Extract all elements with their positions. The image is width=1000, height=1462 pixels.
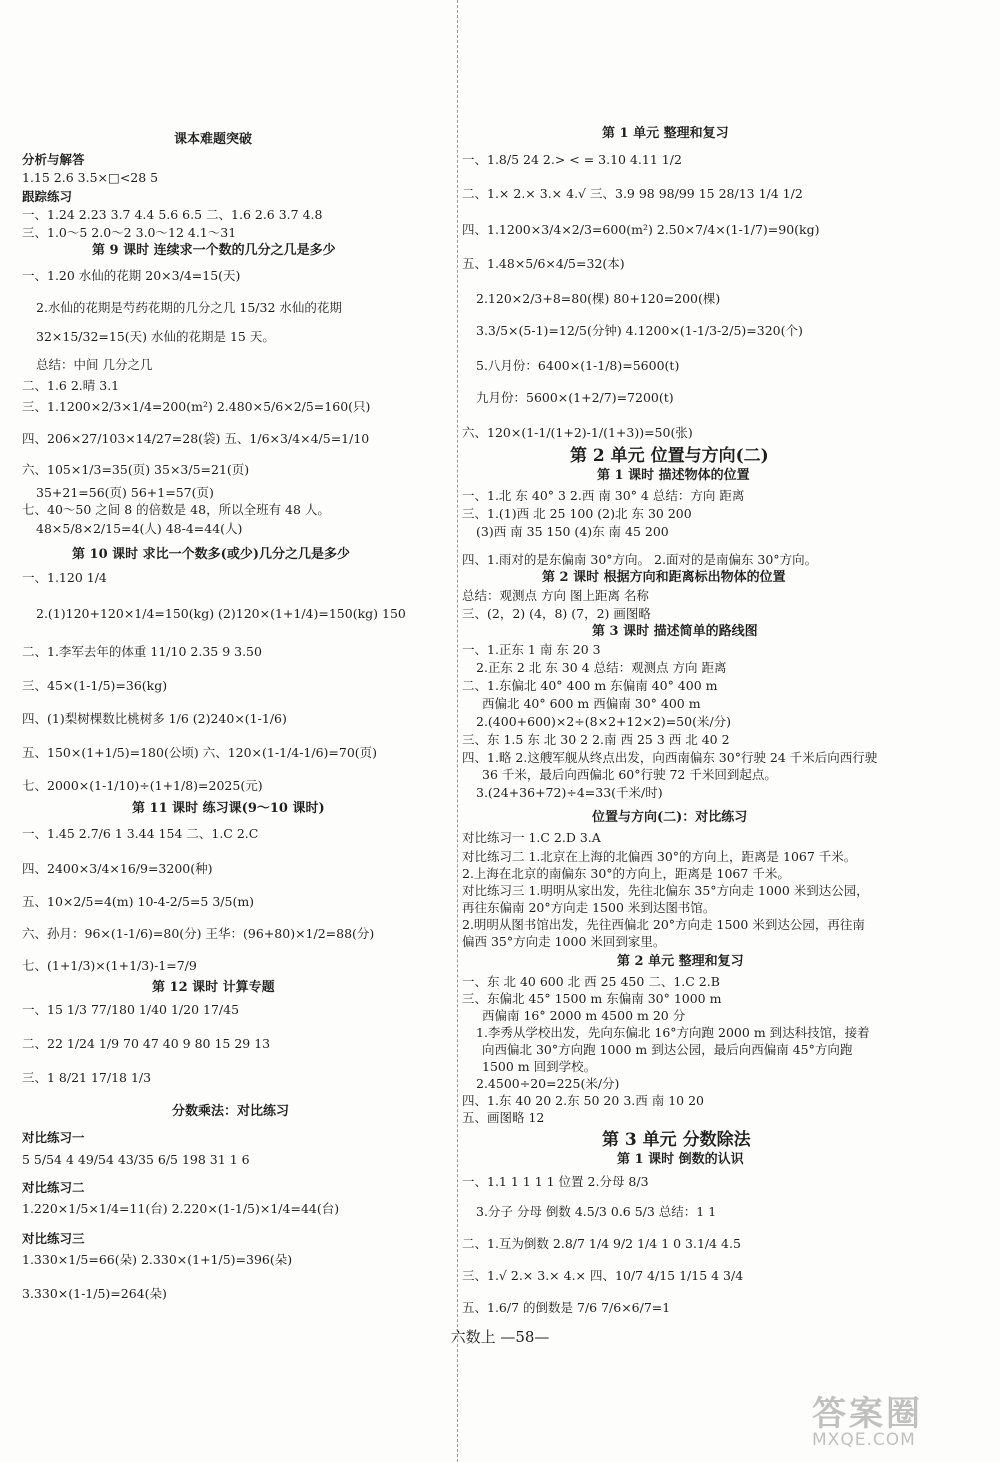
answer-line: 2.120×2/3+8=80(棵) 80+120=200(棵) xyxy=(476,291,721,306)
answer-line: 四、1.雨对的是东偏南 30°方向。 2.面对的是南偏东 30°方向。 xyxy=(462,552,818,567)
lesson-heading: 第 10 课时 求比一个数多(或少)几分之几是多少 xyxy=(72,547,350,562)
answer-line: 总结：中间 几分之几 xyxy=(36,357,153,372)
answer-line: 向西偏北 30°方向跑 1000 m 到达公园，最后向西偏南 45°方向跑 xyxy=(482,1042,853,1057)
lesson-heading: 第 11 课时 练习课(9～10 课时) xyxy=(132,801,325,816)
answer-line: 五、1.48×5/6×4/5=32(本) xyxy=(462,256,625,271)
answer-line: 西偏南 16° 2000 m 4500 m 20 分 xyxy=(482,1008,686,1023)
answer-line: 三、东 1.5 东 北 30 2 2.南 西 25 3 西 北 40 2 xyxy=(462,732,730,747)
answer-line: 六、120×(1-1/(1+2)-1/(1+3))=50(张) xyxy=(462,425,693,440)
answer-line: 3.330×(1-1/5)=264(朵) xyxy=(22,1286,167,1301)
lesson-heading: 第 12 课时 计算专题 xyxy=(152,980,275,995)
answer-line: 一、东 北 40 600 北 西 25 450 二、1.C 2.B xyxy=(462,974,720,989)
answer-line: 5 5/54 4 49/54 43/35 6/5 198 31 1 6 xyxy=(22,1152,250,1167)
column-divider xyxy=(457,0,458,1462)
answer-line: 三、1 8/21 17/18 1/3 xyxy=(22,1070,152,1085)
subheading: 分析与解答 xyxy=(22,152,85,167)
section-heading: 课本难题突破 xyxy=(174,132,253,147)
answer-line: 偏西 35°方向走 1000 米回到家里。 xyxy=(462,934,666,949)
lesson-heading: 第 9 课时 连续求一个数的几分之几是多少 xyxy=(92,243,336,258)
subheading: 对比练习二 xyxy=(22,1180,85,1195)
answer-line: 一、1.20 水仙的花期 20×3/4=15(天) xyxy=(22,268,241,283)
answer-line: 2.水仙的花期是芍药花期的几分之几 15/32 水仙的花期 xyxy=(36,300,342,315)
answer-line: 1.李秀从学校出发，先向东偏北 16°方向跑 2000 m 到达科技馆，接着 xyxy=(476,1025,870,1040)
answer-line: 32×15/32=15(天) 水仙的花期是 15 天。 xyxy=(36,329,275,344)
answer-line: 五、画图略 12 xyxy=(462,1110,545,1125)
answer-line: (3)西 南 35 150 (4)东 南 45 200 xyxy=(476,524,669,539)
answer-line: 一、1.120 1/4 xyxy=(22,570,107,585)
answer-line: 一、1.45 2.7/6 1 3.44 154 二、1.C 2.C xyxy=(22,826,259,841)
answer-line: 五、10×2/5=4(m) 10-4-2/5=5 3/5(m) xyxy=(22,894,255,909)
section-heading: 位置与方向(二)：对比练习 xyxy=(592,810,748,825)
answer-line: 1500 m 回到学校。 xyxy=(482,1059,597,1074)
subheading: 跟踪练习 xyxy=(22,189,73,204)
answer-line: 一、1.1 1 1 1 1 位置 2.分母 8/3 xyxy=(462,1174,649,1189)
answer-line: 2.正东 2 北 东 30 4 总结：观测点 方向 距离 xyxy=(476,660,727,675)
answer-line: 三、1.1200×2/3×1/4=200(m²) 2.480×5/6×2/5=160(只) xyxy=(22,399,371,414)
answer-line: 二、1.6 2.晴 3.1 xyxy=(22,378,120,393)
answer-line: 四、206×27/103×14/27=28(袋) 五、1/6×3/4×4/5=1/10 xyxy=(22,431,370,446)
answer-line: 3.(24+36+72)÷4=33(千米/时) xyxy=(476,785,663,800)
answer-line: 三、1.√ 2.× 3.× 4.× 四、10/7 4/15 1/15 4 3/4 xyxy=(462,1268,744,1283)
lesson-heading: 第 1 课时 倒数的认识 xyxy=(617,1152,744,1167)
answer-line: 对比练习一 1.C 2.D 3.A xyxy=(462,830,601,845)
answer-line: 七、(1+1/3)×(1+1/3)-1=7/9 xyxy=(22,958,197,973)
answer-line: 二、1.× 2.× 3.× 4.√ 三、3.9 98 98/99 15 28/13 1/4 1/2 xyxy=(462,186,803,201)
subheading: 对比练习一 xyxy=(22,1130,85,1145)
answer-line: 五、1.6/7 的倒数是 7/6 7/6×6/7=1 xyxy=(462,1300,671,1315)
unit-heading: 第 3 单元 分数除法 xyxy=(602,1130,751,1150)
answer-line: 2.明明从图书馆出发，先往西偏北 20°方向走 1500 米到达公园，再往南 xyxy=(462,917,865,932)
answer-line: 七、2000×(1-1/10)÷(1+1/8)=2025(元) xyxy=(22,778,263,793)
answer-line: 对比练习二 1.北京在上海的北偏西 30°的方向上，距离是 1067 千米。 xyxy=(462,849,857,864)
answer-line: 三、(2，2) (4，8) (7，2) 画图略 xyxy=(462,606,651,621)
answer-line: 2.(1)120+120×1/4=150(kg) (2)120×(1+1/4)=150(kg) 150 xyxy=(36,606,406,621)
watermark-title: 答案圈 xyxy=(812,1394,923,1434)
answer-line: 三、1.0～5 2.0～2 3.0～12 4.1～31 xyxy=(22,225,237,240)
watermark-url: MXQE.COM xyxy=(812,1430,916,1450)
subheading: 对比练习三 xyxy=(22,1231,85,1246)
section-heading: 第 2 单元 整理和复习 xyxy=(617,954,744,969)
answer-line: 四、1.东 40 20 2.东 50 20 3.西 南 10 20 xyxy=(462,1093,704,1108)
answer-line: 四、1.1200×3/4×2/3=600(m²) 2.50×7/4×(1-1/7)=90(kg) xyxy=(462,222,820,237)
answer-line: 再往东偏南 20°方向走 1500 米到达图书馆。 xyxy=(462,900,716,915)
answer-line: 48×5/8×2/15=4(人) 48-4=44(人) xyxy=(36,521,243,536)
answer-line: 1.15 2.6 3.5×□<28 5 xyxy=(22,170,159,185)
answer-line: 三、45×(1-1/5)=36(kg) xyxy=(22,678,168,693)
lesson-heading: 第 1 课时 描述物体的位置 xyxy=(597,468,750,483)
answer-line: 四、1.略 2.这艘军舰从终点出发，向西南偏东 30°行驶 24 千米后向西行驶 xyxy=(462,750,878,765)
section-heading: 第 1 单元 整理和复习 xyxy=(602,126,729,141)
section-heading: 分数乘法：对比练习 xyxy=(172,1104,290,1119)
answer-line: 二、1.李军去年的体重 11/10 2.35 9 3.50 xyxy=(22,644,262,659)
answer-line: 西偏北 40° 600 m 西偏南 30° 400 m xyxy=(482,696,701,711)
answer-line: 3.3/5×(5-1)=12/5(分钟) 4.1200×(1-1/3-2/5)=320(个) xyxy=(476,323,803,338)
answer-line: 1.330×1/5=66(朵) 2.330×(1+1/5)=396(朵) xyxy=(22,1252,293,1267)
answer-line: 一、1.北 东 40° 3 2.西 南 30° 4 总结：方向 距离 xyxy=(462,488,745,503)
answer-line: 1.220×1/5×1/4=11(台) 2.220×(1-1/5)×1/4=44(台) xyxy=(22,1201,340,1216)
answer-line: 一、15 1/3 77/180 1/40 1/20 17/45 xyxy=(22,1002,240,1017)
answer-line: 二、22 1/24 1/9 70 47 40 9 80 15 29 13 xyxy=(22,1036,271,1051)
answer-line: 四、2400×3/4×16/9=3200(种) xyxy=(22,861,213,876)
answer-line: 5.八月份：6400×(1-1/8)=5600(t) xyxy=(476,358,680,373)
answer-line: 二、1.东偏北 40° 400 m 东偏南 40° 400 m xyxy=(462,678,718,693)
answer-line: 3.分子 分母 倒数 4.5/3 0.6 5/3 总结：1 1 xyxy=(476,1204,717,1219)
answer-line: 九月份：5600×(1+2/7)=7200(t) xyxy=(476,390,674,405)
answer-line: 四、(1)梨树棵数比桃树多 1/6 (2)240×(1-1/6) xyxy=(22,711,287,726)
unit-heading: 第 2 单元 位置与方向(二) xyxy=(570,446,769,466)
answer-line: 一、1.8/5 24 2.> < = 3.10 4.11 1/2 xyxy=(462,152,682,167)
lesson-heading: 第 2 课时 根据方向和距离标出物体的位置 xyxy=(542,570,786,585)
answer-line: 2.上海在北京的南偏东 30°的方向上，距离是 1067 千米。 xyxy=(462,866,790,881)
answer-line: 35+21=56(页) 56+1=57(页) xyxy=(36,485,214,500)
answer-line: 五、150×(1+1/5)=180(公顷) 六、120×(1-1/4-1/6)=70(页) xyxy=(22,745,378,760)
answer-line: 36 千米，最后向西偏北 60°行驶 72 千米回到起点。 xyxy=(482,767,777,782)
answer-line: 2.4500÷20=225(米/分) xyxy=(476,1076,620,1091)
answer-line: 二、1.互为倒数 2.8/7 1/4 9/2 1/4 1 0 3.1/4 4.5 xyxy=(462,1236,741,1251)
answer-line: 七、40～50 之间 8 的倍数是 48，所以全班有 48 人。 xyxy=(22,502,330,517)
answer-line: 2.(400+600)×2÷(8×2+12×2)=50(米/分) xyxy=(476,714,732,729)
page-footer: 六数上 —58— xyxy=(450,1328,550,1346)
watermark-logo xyxy=(812,1386,987,1456)
answer-line: 一、1.正东 1 南 东 20 3 xyxy=(462,642,601,657)
answer-line: 六、孙月：96×(1-1/6)=80(分) 王华：(96+80)×1/2=88(分) xyxy=(22,926,375,941)
answer-line: 三、1.(1)西 北 25 100 (2)北 东 30 200 xyxy=(462,506,692,521)
answer-line: 三、东偏北 45° 1500 m 东偏南 30° 1000 m xyxy=(462,991,722,1006)
answer-line: 六、105×1/3=35(页) 35×3/5=21(页) xyxy=(22,462,250,477)
answer-line: 对比练习三 1.明明从家出发，先往北偏东 35°方向走 1000 米到达公园， xyxy=(462,883,869,898)
lesson-heading: 第 3 课时 描述简单的路线图 xyxy=(592,624,758,639)
answer-line: 一、1.24 2.23 3.7 4.4 5.6 6.5 二、1.6 2.6 3.7 4.8 xyxy=(22,207,323,222)
answer-line: 总结：观测点 方向 图上距离 名称 xyxy=(462,588,649,603)
